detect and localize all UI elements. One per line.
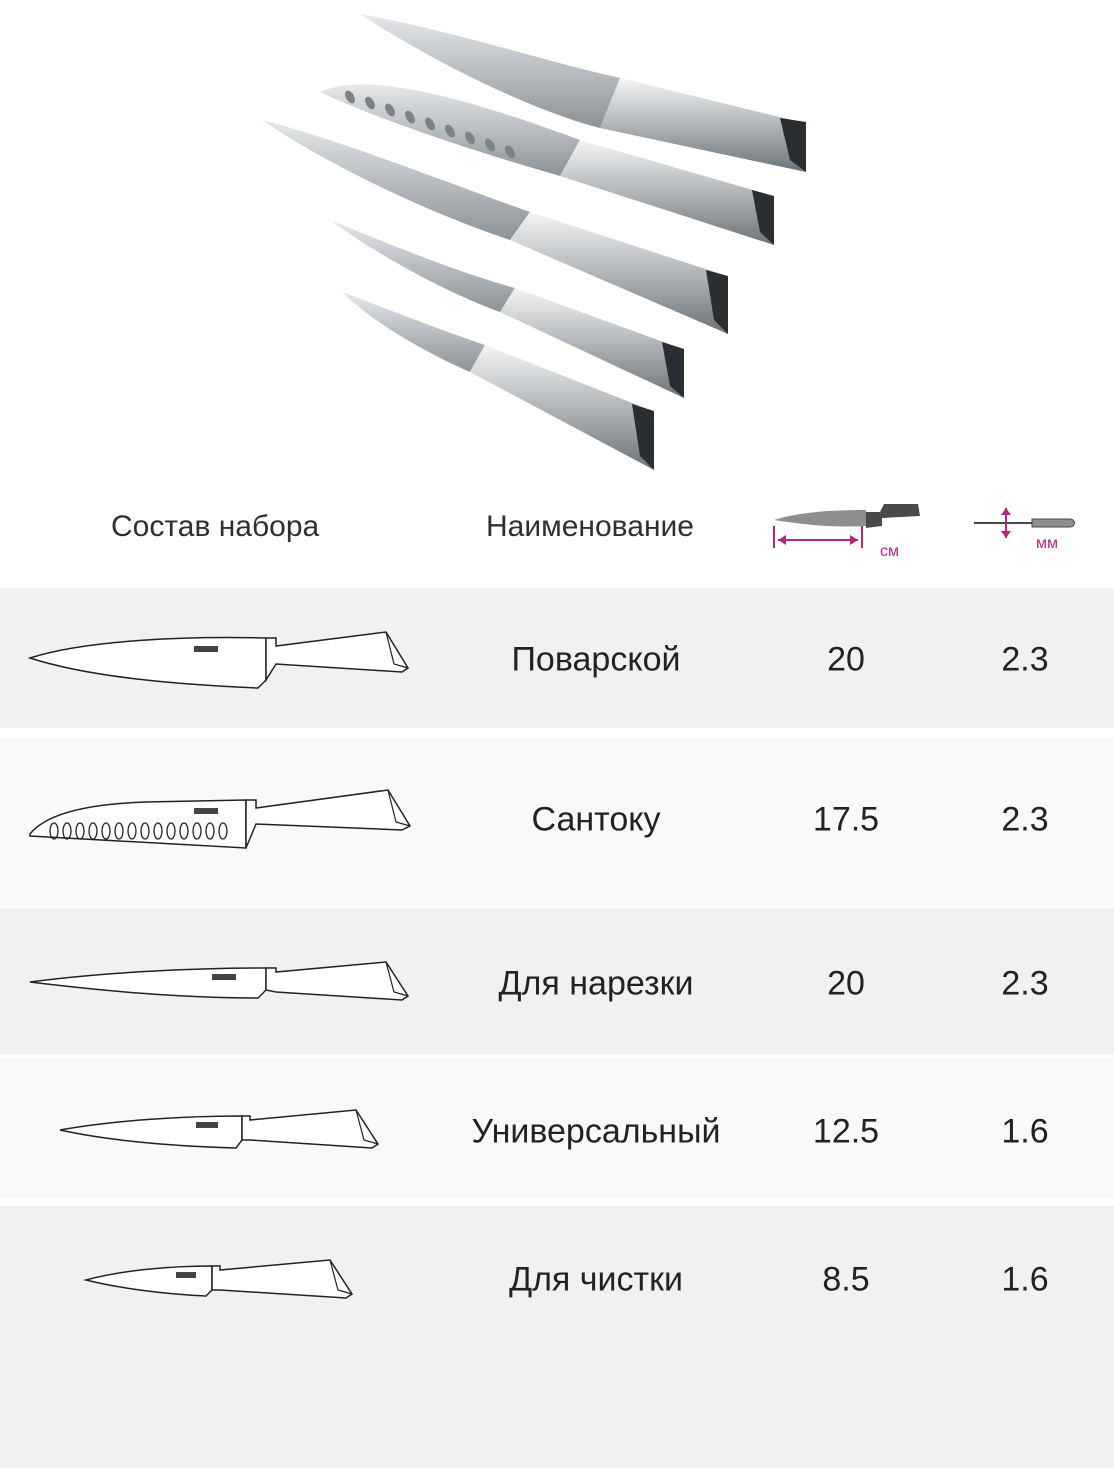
slicing-knife-icon — [26, 958, 416, 1008]
knife-length: 20 — [827, 964, 865, 1003]
knife-name: Для нарезки — [498, 964, 694, 1003]
table-row — [0, 588, 1114, 728]
length-unit: см — [880, 543, 899, 560]
knife-thickness: 1.6 — [1001, 1112, 1049, 1151]
knife-length: 12.5 — [812, 1112, 880, 1151]
knife-name: Для чистки — [509, 1260, 683, 1299]
table-row — [0, 738, 1114, 906]
table-header — [0, 490, 1114, 586]
knife-length: 17.5 — [812, 800, 880, 839]
knife-thickness: 2.3 — [1001, 640, 1049, 679]
table-row — [0, 908, 1114, 1054]
knife-name: Поварской — [511, 640, 681, 679]
table-row — [0, 1206, 1114, 1468]
santoku-knife-icon — [26, 784, 416, 856]
knife-length: 8.5 — [822, 1260, 870, 1299]
knife-name: Универсальный — [471, 1112, 721, 1151]
knife-thickness: 2.3 — [1001, 964, 1049, 1003]
blade-length-icon — [770, 500, 930, 564]
knife-name: Сантоку — [531, 800, 661, 839]
chef-knife-icon — [26, 628, 416, 698]
knife-thickness: 2.3 — [1001, 800, 1049, 839]
paring-knife-photo — [342, 292, 654, 470]
knife-set-illustration — [0, 0, 1114, 490]
paring-knife-icon — [82, 1256, 360, 1304]
set-column-header: Состав набора — [111, 510, 320, 543]
knife-thickness: 1.6 — [1001, 1260, 1049, 1299]
table-row — [0, 1058, 1114, 1198]
name-column-header: Наименование — [486, 510, 694, 543]
knife-length: 20 — [827, 640, 865, 679]
knife-set-photo — [0, 0, 1114, 490]
blade-thickness-icon — [970, 504, 1090, 568]
utility-knife-icon — [56, 1106, 386, 1156]
thickness-unit: мм — [1036, 535, 1058, 552]
